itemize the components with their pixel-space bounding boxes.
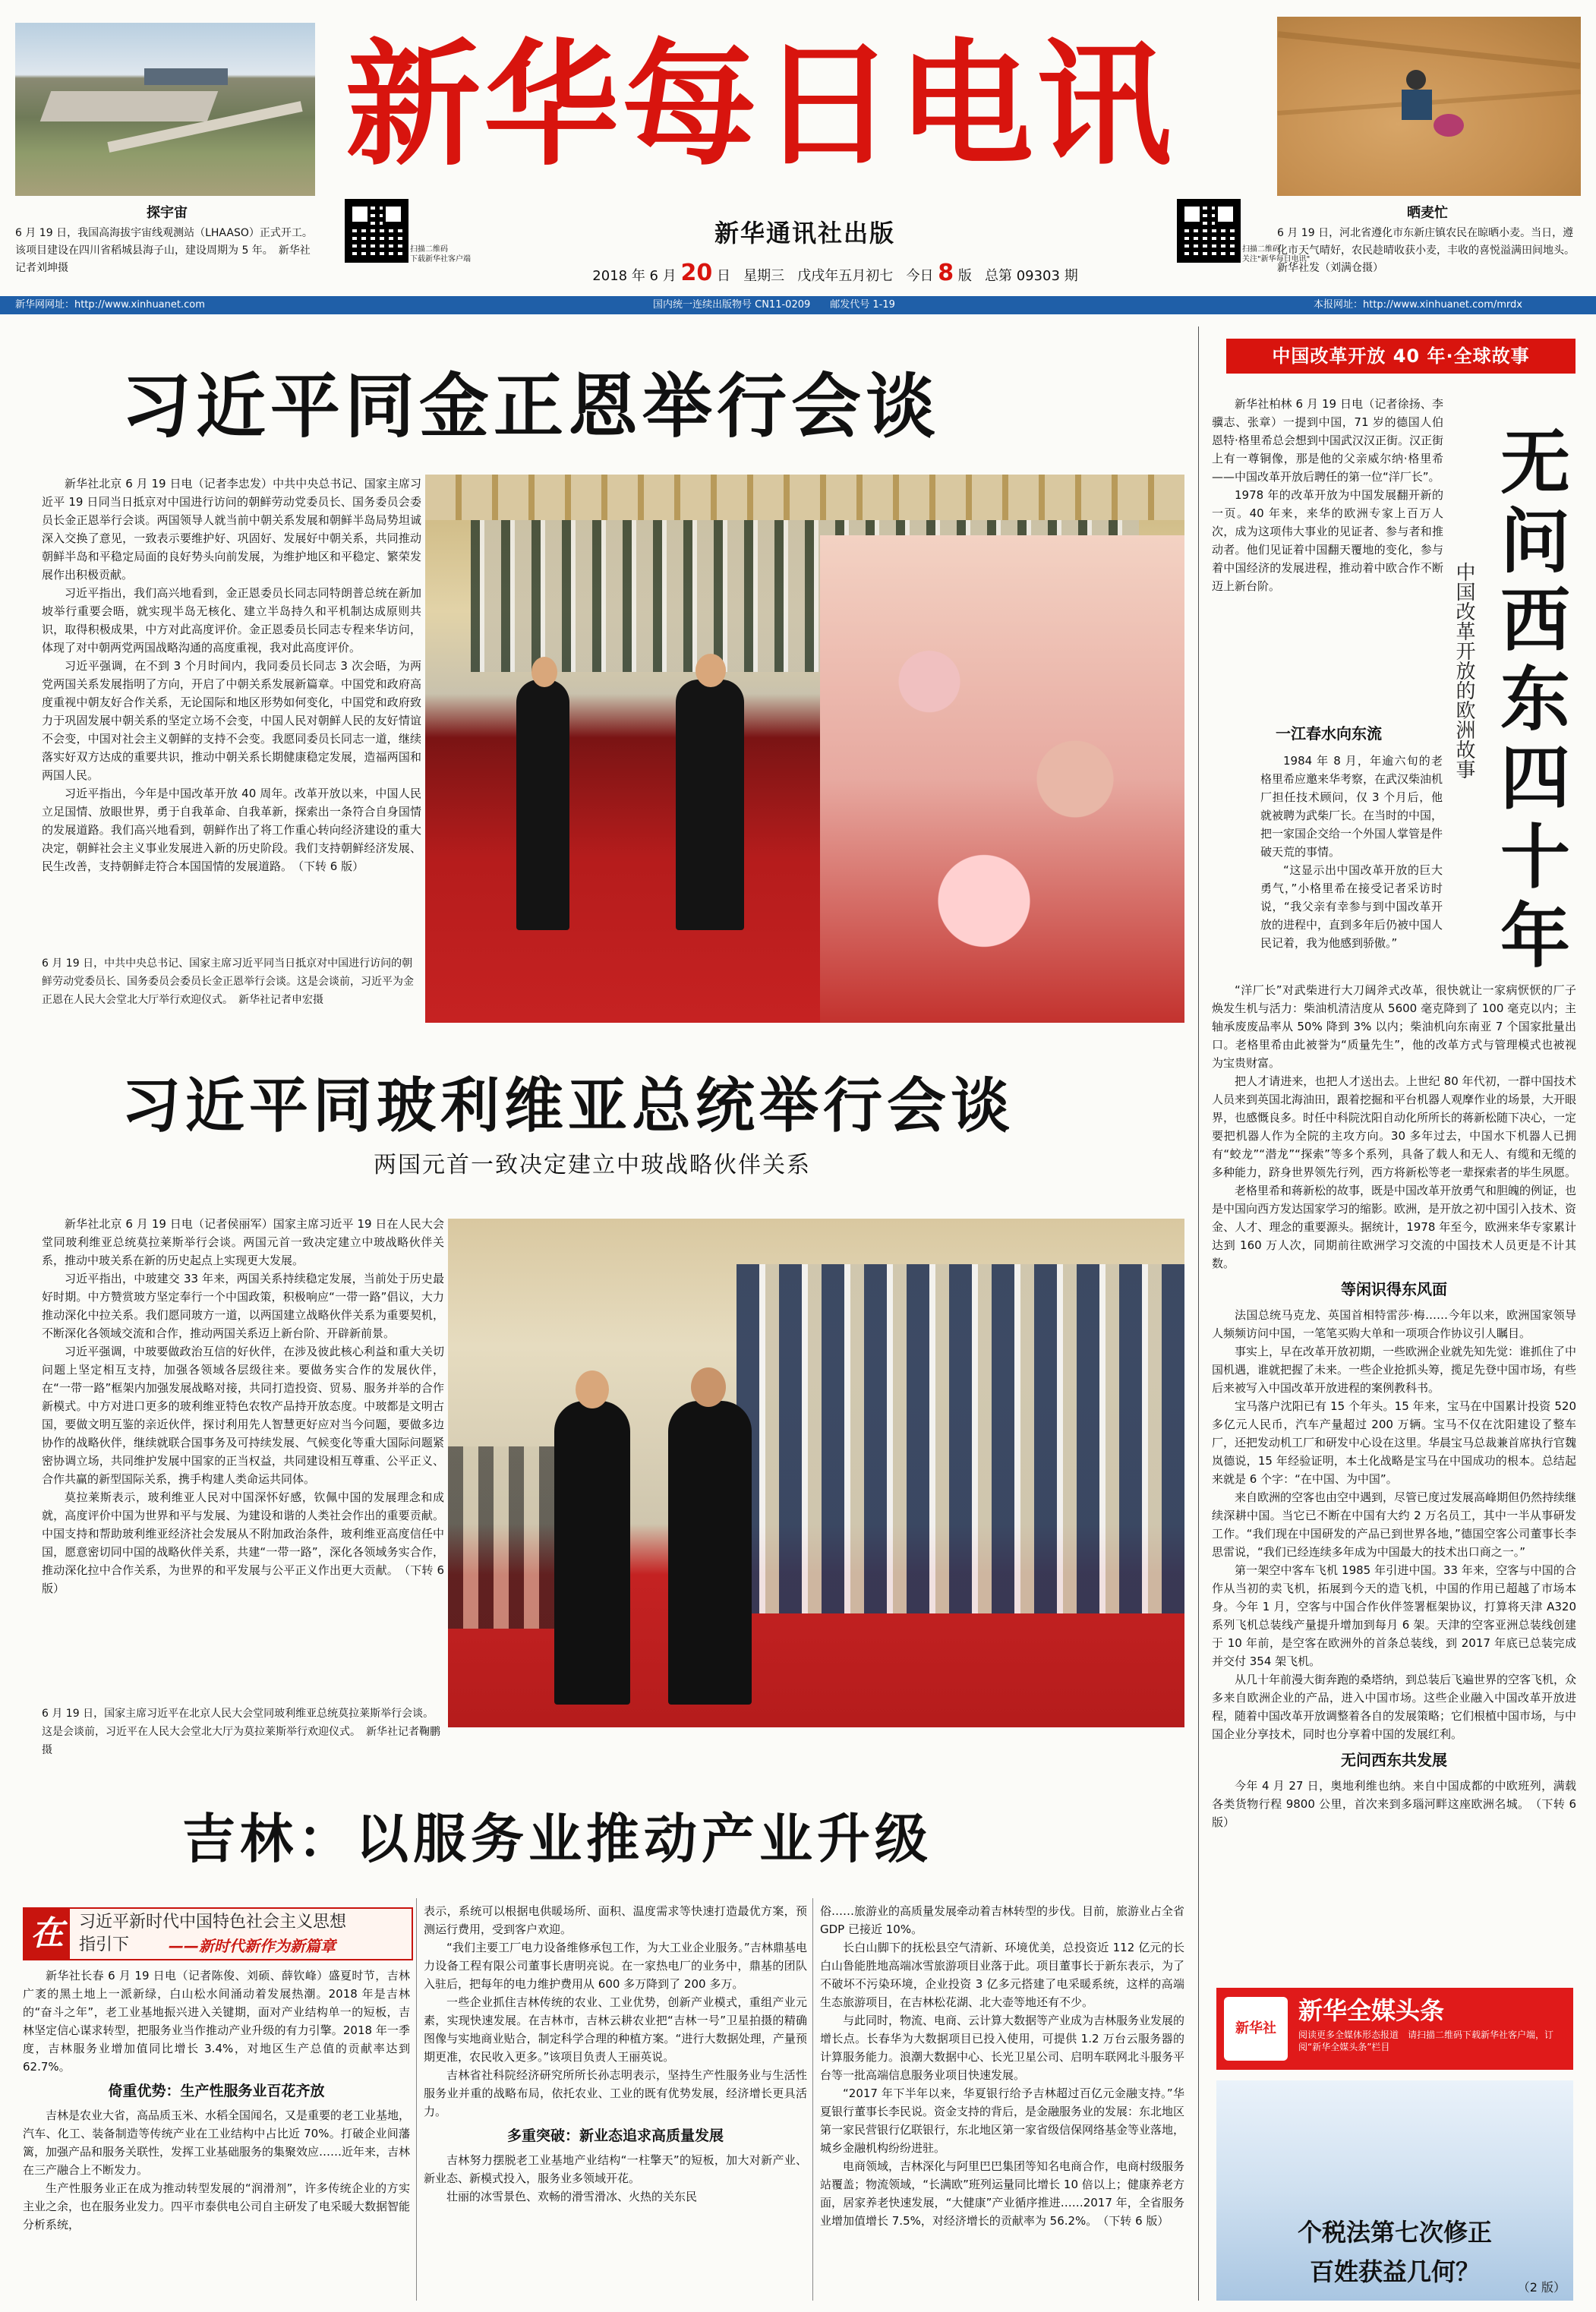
story3-col2 [424, 1902, 807, 2206]
publisher: 新华通讯社出版 [714, 219, 895, 248]
story2-photo-caption: 6 月 19 日，国家主席习近平在北京人民大会堂同玻利维亚总统莫拉莱斯举行会谈。这是会谈前，习近平在人民大会堂北大厅为莫拉莱斯举行欢迎仪式。 新华社记者鞠鹏摄 [42, 1708, 440, 1756]
right-para: 1984 年 8 月，年逾六旬的老格里希应邀来华考察，在武汉柴油机厂担任技术顾问，仅 3 个月后，他就被聘为武柴厂长。在当时的中国，把一家国企交给一个外国人掌管是件破天荒的事情。 [1260, 754, 1443, 859]
series-banner-right: 中国改革开放 40 年·全球故事 [1226, 339, 1575, 374]
site-right[interactable]: 本报网址：http://www.xinhuanet.com/mrdx [1314, 299, 1522, 311]
right-subtitle: 中国改革开放的欧洲故事 [1452, 562, 1475, 779]
right-title: 无问西东四十年 [1489, 425, 1571, 978]
weekday: 星期三 [743, 268, 785, 284]
right-para: 把人才请进来，也把人才送出去。上世纪 80 年代初，一群中国技术人员来到英国北海油田，跟着挖掘和平台机器人观摩作业的场景，大开眼界，也感慨良多。时任中科院沈阳自动化所所长的蒋新松随下决心，一定要把机器人作为全院的主攻方向。30 多年过去，中国水下机器人已拥有“蛟龙”“潜龙”“探索”等多个系列，具备了载人和无人、有缆和无缆的多种能力，跻身世界领先行列，西方将新松等老一辈探索者的毕生夙愿。 [1212, 1074, 1577, 1179]
story1-para: 习近平强调，在不到 3 个月时间内，我同委员长同志 3 次会晤，为两党两国关系发展指明了方向，开启了中朝关系发展新篇章。中国党和政府高度重视中朝友好合作关系，无论国际和地区形势如何变化，中国党和政府致力于巩固发展中朝关系的坚定立场不会变，中国人民对朝鲜人民的友好情谊不会变，中国对社会主义朝鲜的支持不会变。我愿同委员长同志一道，继续落实好双方达成的重要共识，推动中朝关系长期健康稳定发展，造福两国和两国人民。 [42, 659, 421, 782]
story3-para: 吉林是农业大省，高品质玉米、水稻全国闻名，又是重要的老工业基地，汽车、化工、装备制造等传统产业在工业结构中占比近 70%。打破企业间藩篱，加强产品和服务关联性，发挥工业基础服务的集聚效应……近年来，吉林在三产融合上不断发力。 [23, 2109, 411, 2177]
right-para: 1978 年的改革开放为中国发展翻开新的一页。40 年来，来华的欧洲专家上百万人次，成为这项伟大事业的见证者、参与者和推动者。他们见证着中国翻天覆地的变化，参与着中国经济的发展进程，推动着中欧合作不断迈上新台阶。 [1212, 488, 1443, 593]
story1-body [42, 475, 421, 875]
date-line [524, 260, 1147, 286]
masthead-title: 新华每日电讯 [345, 25, 1175, 184]
story1-para: 习近平指出，今年是中国改革开放 40 周年。改革开放以来，中国人民立足国情、放眼世界，勇于自我革命、自我革新，探索出一条符合自身国情的发展道路。我们高兴地看到，朝鲜作出了将工作重心转向经济建设的重大决定，朝鲜社会主义事业发展进入新的历史阶段。我们支持朝鲜经济发展、民生改善，支持朝鲜走符合本国国情的发展道路。 （下转 6 版） [42, 787, 421, 873]
right-head3: 无问西东共发展 [1341, 1751, 1447, 1769]
story2-headline: 习近平同玻利维亚总统举行会谈 [121, 1071, 1015, 1140]
issn-line: 国内统一连续出版物号 CN11-0209 邮发代号 1-19 [653, 299, 895, 311]
story3-para: 一些企业抓住吉林传统的农业、工业优势，创新产业模式，重组产业元素，实现快速发展。在吉林市，吉林云耕农业把“吉林一号”卫星拍摄的精确图像与实地商业贴合，制定科学合理的种植方案。“进行大数据处理，产量预期更准，农民收入更多。”该项目负责人王丽英说。 [424, 1995, 807, 2064]
right-masthead-photo [1277, 17, 1581, 196]
right-head2: 等闲识得东风面 [1341, 1280, 1447, 1298]
tax-line2: 百姓获益几何？ [1309, 2257, 1480, 2286]
story3-para: 长白山脚下的抚松县空气清新、环境优美，总投资近 112 亿元的长白山鲁能胜地高端冰雪旅游项目业落于此。项目董事长于新东表示，为了不破坏不污染环境，企业投资 3 亿多元搭建了电采暖系统，这样的高端生态旅游项目，在吉林松花湖、北大壶等地还有不少。 [820, 1941, 1185, 2009]
site-left[interactable]: 新华网网址：http://www.xinhuanet.com [15, 299, 205, 311]
date-day: 20 [680, 260, 713, 286]
media-promo[interactable] [1216, 1988, 1573, 2070]
story3-para: 吉林努力摆脱老工业基地产业结构“一柱擎天”的短板，加大对新产业、新业态、新模式投入，服务业多领域开花。 [424, 2153, 807, 2185]
right-para: 来自欧洲的空客也由空中遇到，尽管已度过发展高峰期但仍然持续继续深耕中国。当它已不断在中国有大约 2 万名员工，其中一半从事研发工作。“我们现在中国研发的产品已到世界各地，”德国空客公司董事长李思雷说，“我们已经连续多年成为中国最大的技术出口商之一。” [1212, 1490, 1577, 1559]
media-title: 新华全媒头条 [1298, 1996, 1445, 2025]
tax-line1: 个税法第七次修正 [1297, 2218, 1492, 2247]
pages-prefix: 今日 [906, 268, 934, 284]
story3-para: “2017 年下半年以来，华夏银行给予吉林超过百亿元金融支持。”华夏银行董事长李民说。资金支持的背后，是金融服务业的发展：东北地区第一家民营银行亿联银行，东北地区第一家省级信保网络基金等业落地，城乡金融机构纷纷进驻。 [820, 2086, 1185, 2155]
story2-para: 莫拉莱斯表示，玻利维亚人民对中国深怀好感，钦佩中国的发展理念和成就，高度评价中国为世界和平与发展、为建设和谐的人类社会作出的重要贡献。中国支持和帮助玻利维亚经济社会发展从不附加政治条件，玻利维亚高度信任中国，愿意密切同中国的战略伙伴关系，共建“一带一路”，深化各领域务实合作，推动深化拉中合作关系，为世界的和平发展与公平正义作出更大贡献。 （下转 6 版） [42, 1490, 444, 1595]
right-photo-caption: 6 月 19 日，河北省遵化市东新庄镇农民在晾晒小麦。当日，遵化市天气晴好，农民趁晴收获小麦，丰收的喜悦溢满田间地头。 新华社发（刘满仓摄） [1277, 227, 1580, 274]
series-line2: 指引下 [79, 1935, 130, 1954]
left-photo-caption: 6 月 19 日，我国高海拔宇宙线观测站（LHAASO）正式开工。该项目建设在四川省稻城县海子山，建设周期为 5 年。 新华社记者刘坤摄 [15, 227, 313, 274]
media-logo-text: 新华社 [1235, 2020, 1276, 2036]
story3-para: “我们主要工厂电力设备维修承包工作，为大工业企业服务。”吉林鼎基电力设备工程有限公司董事长唐明亮说。在一家热电厂的业务中，鼎基的团队入驻后，把每年的电力维护费用从 600 多万降到了 200 多万。 [424, 1941, 807, 1991]
series-char: 在 [24, 1909, 70, 1959]
story2-para: 新华社北京 6 月 19 日电（记者侯丽军）国家主席习近平 19 日在人民大会堂同玻利维亚总统莫拉莱斯举行会谈。两国元首一致决定建立中玻战略伙伴关系，推动中玻关系在新的历史起点上实现更大发展。 [42, 1217, 444, 1267]
right-para: 新华社柏林 6 月 19 日电（记者徐扬、李骥志、张章）一提到中国，71 岁的德国人伯恩特·格里希总会想到中国武汉汉正街。汉正街上有一尊铜像，那是他的父亲威尔纳·格里希——中国改革开放后聘任的第一位“洋厂长”。 [1212, 397, 1443, 484]
qr-code-left [345, 199, 408, 263]
right-body1 [1212, 981, 1576, 1831]
story3-col1 [23, 1967, 410, 2234]
info-strip [0, 296, 1596, 314]
story3-para: 俗……旅游业的高质量发展牵动着吉林转型的步伐。目前，旅游业占全省 GDP 已接近 10%。 [820, 1904, 1185, 1936]
right-head1: 一江春水向东流 [1276, 724, 1382, 743]
story3-para: 生产性服务业正在成为推动转型发展的“润滑剂”，许多传统企业的方实主业之余，也在服务业发力。四平市泰供电公司自主研发了电采暖大数据智能分析系统， [23, 2181, 411, 2232]
right-para: 今年 4 月 27 日，奥地利维也纳。来自中国成都的中欧班列，满载各类货物行程 9800 公里，首次来到多瑙河畔这座欧洲名城。 （下转 6 版） [1212, 1779, 1576, 1829]
tax-page: （2 版） [1517, 2280, 1566, 2295]
story1-headline: 习近平同金正恩举行会谈 [121, 365, 941, 447]
series-tag: ——新时代新作为新篇章 [169, 1937, 336, 1955]
series-line1: 习近平新时代中国特色社会主义思想 [79, 1913, 347, 1932]
tax-promo[interactable] [1216, 2080, 1573, 2301]
right-photo-title: 晒麦忙 [1407, 205, 1448, 221]
qr-right-caption: 扫描二维码 关注"新华每日电讯" [1242, 245, 1311, 263]
lunar-date: 戊戌年五月初七 [797, 268, 894, 284]
right-para: “这显示出中国改革开放的巨大勇气，”小格里希在接受记者采访时说，“我父亲有幸参与到中国改革开放的进程中，直到多年后仍被中国人民记着，我为他感到骄傲。” [1260, 863, 1443, 950]
left-photo-title: 探宇宙 [147, 205, 188, 221]
left-masthead-photo [15, 23, 315, 196]
pages-suffix: 版 [957, 268, 972, 284]
qr-code-right [1177, 199, 1241, 263]
story3-headline: 吉林：以服务业推动产业升级 [182, 1807, 932, 1870]
story3-para: 吉林省社科院经济研究所所长孙志明表示，坚持生产性服务业与生活性服务业并重的战略布局，依托农业、工业的既有优势发展，经济增长更具活力。 [424, 2068, 807, 2118]
right-para: 事实上，早在改革开放初期，一些欧洲企业就先知先觉：谁抓住了中国机遇，谁就把握了未来。一些企业抢抓头筹，揽足先登中国市场，有些后来被写入中国改革开放进程的案例教科书。 [1212, 1345, 1577, 1395]
right-body1-narrow [1260, 752, 1443, 952]
story1-para: 新华社北京 6 月 19 日电（记者李忠发）中共中央总书记、国家主席习近平 19 日同当日抵京对中国进行访问的朝鲜劳动党委员长、国务委员会委员长金正恩举行会谈。两国领导人就当前中朝关系发展和朝鲜半岛局势坦诚深入交换了意见，一致表示要维护好、巩固好、发展好中朝关系，共同推动朝鲜半岛和平稳定局面的良好势头向前发展，为维护地区和平稳定、繁荣发展作出积极贡献。 [42, 477, 421, 582]
story2-subhead: 两国元首一致决定建立中玻战略伙伴关系 [374, 1152, 811, 1178]
story3-para: 壮丽的冰雪景色、欢畅的滑雪滑冰、火热的关东民 [446, 2190, 698, 2203]
right-para: 第一架空中客车飞机 1985 年引进中国。33 年来，空客与中国的合作从当初的卖飞机，拓展到今天的造飞机，中国的作用已超越了市场本身。今年 1 月，空客与中国合作伙伴签署框架协议，打算将天津 A320 系列飞机总装线产量提升增加到每月 6 架。天津的空客亚洲总装线创建于 10 年前，是空客在欧洲外的首条总装线，到 2017 年底已总装完成并交付 354 架飞机。 [1212, 1563, 1576, 1668]
date-prefix: 2018 年 6 月 [592, 268, 677, 284]
media-logo [1224, 1997, 1288, 2061]
right-para: 老格里希和蒋新松的故事，既是中国改革开放勇气和胆魄的例证，也是中国向西方发达国家学习的缩影。欧洲，是开放之初中国引入技术、资金、人才、理念的重要源头。据统计，1978 年至今，欧洲来华专家累计达到 160 万人次，同期前往欧洲学习交流的中国技术人员更是不计其数。 [1212, 1184, 1577, 1270]
series-banner [23, 1907, 413, 1960]
story3-para: 电商领域，吉林深化与阿里巴巴集团等知名电商合作，电商村级服务站覆盖；物流领域，“长满欧”班列运量同比增长 10 倍以上；健康养老方面，居家养老快速发展，“大健康”产业循序推进……2017 年，全省服务业增加值增长 7.5%，对经济增长的贡献率为 56.2%。 （下转 6 版） [820, 2159, 1185, 2228]
story2-para: 习近平指出，中玻建交 33 年来，两国关系持续稳定发展，当前处于历史最好时期。中方赞赏玻方坚定奉行一个中国政策，积极响应“一带一路”倡议，大力推动深化中拉关系。我们愿同玻方一道，以两国建立战略伙伴关系为重要契机，不断深化各领域交流和合作，推动两国关系迈上新台阶、开辟新前景。 [42, 1272, 444, 1340]
story3-para: 与此同时，物流、电商、云计算大数据等产业成为吉林服务业发展的增长点。长春华为大数据项目已投入使用，可提供 1.2 万台云服务器的计算服务能力。浪潮大数据中心、长光卫星公司、启明车联网北斗服务平台等一批高端信息服务业项目快速发展。 [820, 2014, 1185, 2082]
right-para: 宝马落户沈阳已有 15 个年头。15 年来，宝马在中国累计投资 520 多亿元人民币，汽车产量超过 200 万辆。宝马不仅在沈阳建设了整车厂，还把发动机工厂和研发中心设在这里。华晨宝马总裁兼首席执行官魏岚德说，15 年经验证明，本土化战略是宝马在中国成功的根本。总结起来就是 6 个字：“在中国、为中国”。 [1212, 1399, 1577, 1486]
story2-photo [448, 1219, 1184, 1727]
story2-body [42, 1215, 444, 1598]
date-suffix: 日 [716, 268, 730, 284]
story3-col2-head: 多重突破：新业态追求高质量发展 [506, 2127, 724, 2144]
story1-para: 习近平指出，我们高兴地看到，金正恩委员长同志同特朗普总统在新加坡举行重要会晤，就实现半岛无核化、建立半岛持久和平机制达成原则共识，取得积极成果，中方对此高度评价。金正恩委员长同志专程来华访问，体现了对中朝两党两国战略沟通的高度重视，我对此高度评价。 [42, 586, 421, 654]
issue-number: 总第 09303 期 [984, 268, 1078, 284]
story3-col1-head: 倚重优势：生产性服务业百花齐放 [108, 2083, 325, 2099]
right-intro [1212, 395, 1443, 595]
right-para: 从几十年前漫大街奔跑的桑塔纳，到总装后飞遍世界的空客飞机，众多来自欧洲企业的产品，进入中国市场。这些企业融入中国改革开放进程，随着中国改革开放调整着各自的发展策略；它们根植中国市场，与中国企业分享技术，同时也分享着中国的发展红利。 [1212, 1673, 1577, 1741]
qr-left-caption: 扫描二维码 下载新华社客户端 [410, 245, 471, 263]
story3-col3 [820, 1902, 1184, 2230]
story1-photo [425, 475, 1184, 1023]
right-para: 法国总统马克龙、英国首相特雷莎·梅……今年以来，欧洲国家领导人频频访问中国，一笔笔买购大单和一项项合作协议引人瞩目。 [1212, 1308, 1576, 1340]
story2-para: 习近平强调，中玻要做政治互信的好伙伴，在涉及彼此核心利益和重大关切问题上坚定相互支持，加强各领域各层级往来。要做务实合作的发展伙伴，在“一带一路”框架内加强发展战略对接，共同打造投资、贸易、服务并举的合作新模式。中方对进口更多的玻利维亚特色农牧产品持开放态度。中玻都是文明古国，要做文明互鉴的亲近伙伴，探讨利用先人智慧更好应对当今问题，要做多边协作的战略伙伴，继续就联合国事务及可持续发展、气候变化等重大国际问题紧密协调立场，共同维护发展中国家的正当权益，共同建设相互尊重、公平正义、合作共赢的新型国际关系，携手构建人类命运共同体。 [42, 1345, 444, 1486]
story3-para: 新华社长春 6 月 19 日电（记者陈俊、刘硕、薛钦峰）盛夏时节，吉林广袤的黑土地上一派新绿，白山松水间涌动着发展热潮。2018 年是吉林的“奋斗之年”，老工业基地振兴进入关键期，面对产业结构单一的短板，吉林坚定信心谋求转型，把服务业当作推动产业升级的有力引擎。2018 年一季度，吉林服务业增加值同比增长 3.4%，对地区生产总值的贡献率达到 62.7%。 [23, 1969, 410, 2074]
right-para: “洋厂长”对武柴进行大刀阔斧式改革，很快就让一家病恹恹的厂子焕发生机与活力：柴油机清洁度从 5600 毫克降到了 100 毫克以内；主轴承废废品率从 50% 降到 3% 以内；柴油机向东南亚 7 个国家批量出口。老格里希由此被誉为“质量先生”，他的改革方式与管理模式也被视为宝贵财富。 [1212, 983, 1576, 1070]
story3-para: 表示，系统可以根据电供暖场所、面积、温度需求等快速打造最优方案，预测运行费用，受到客户欢迎。 [424, 1904, 807, 1936]
media-desc: 阅读更多全媒体形态报道 请扫描二维码下载新华社客户端，订阅“新华全媒头条”栏目 [1298, 2030, 1554, 2052]
pages-count: 8 [938, 260, 954, 286]
story1-photo-caption: 6 月 19 日，中共中央总书记、国家主席习近平同当日抵京对中国进行访问的朝鲜劳动党委员长、国务委员会委员长金正恩举行会谈。这是会谈前，习近平为金正恩在人民大会堂北大厅举行欢迎仪式。 新华社记者申宏摄 [42, 957, 414, 1006]
